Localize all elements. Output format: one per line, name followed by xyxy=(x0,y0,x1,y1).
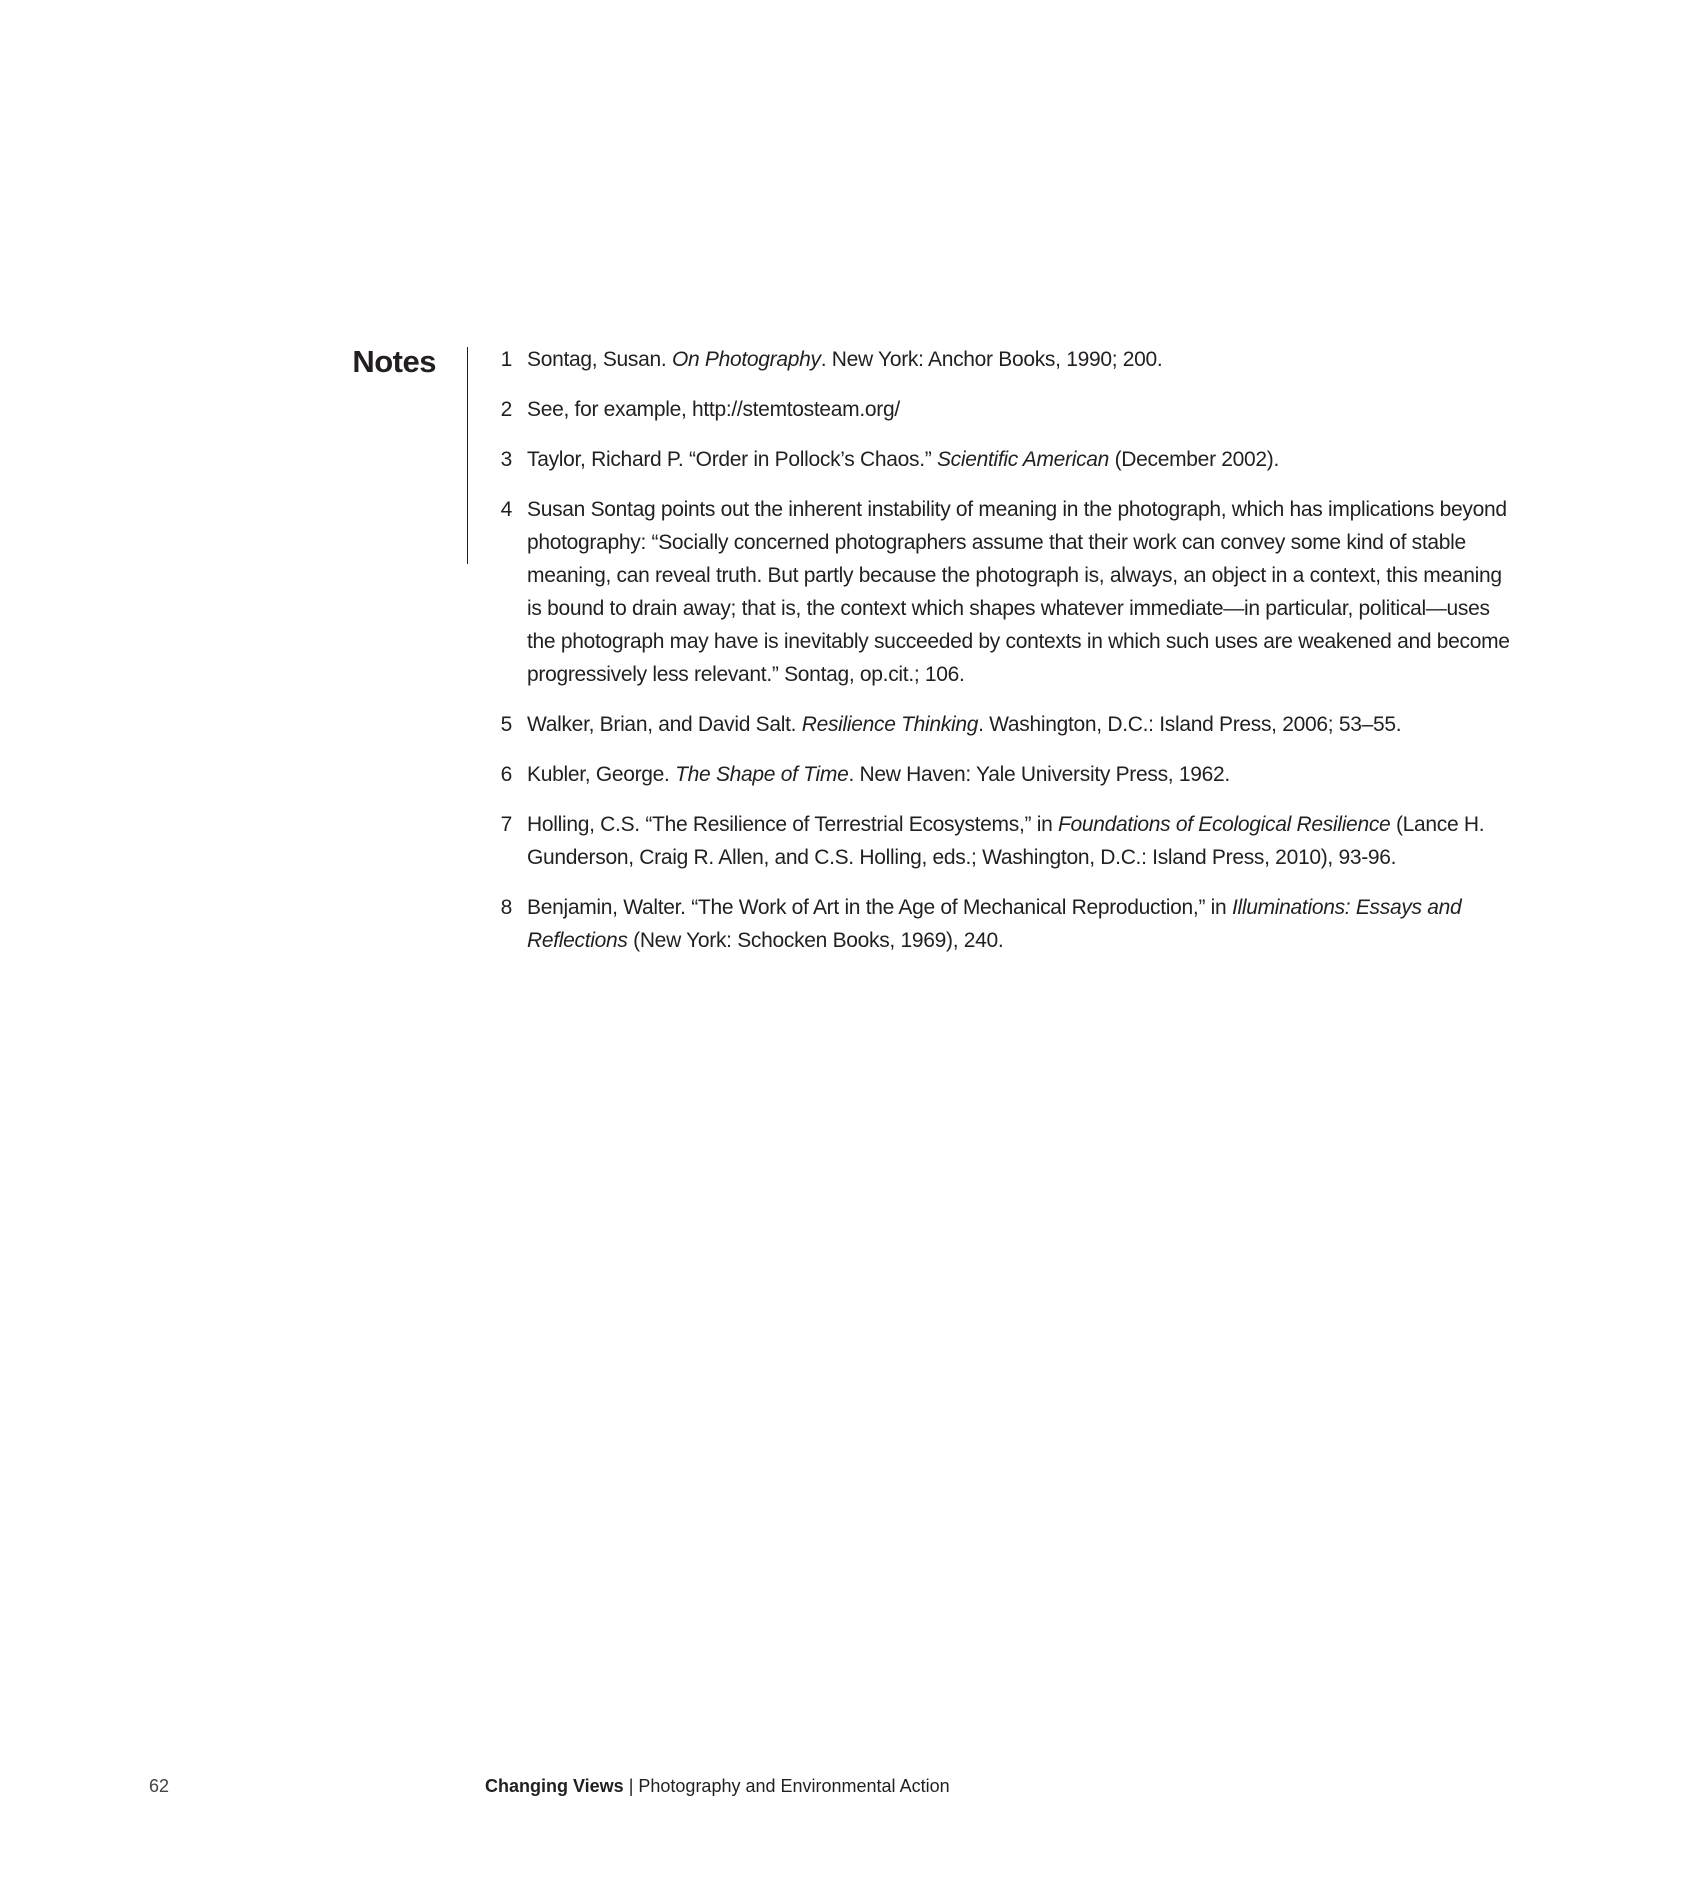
note-6 xyxy=(488,758,1518,791)
vertical-rule xyxy=(467,347,468,564)
note-text: Holling, C.S. “The Resilience of Terrestrial Ecosystems,” in Foundations of Ecological Resilience (Lance H. Gunderson, Craig R. Allen, and C.S. Holling, eds.; Washington, D.C.: Island Press, 2010), 93-96. xyxy=(527,813,1485,869)
note-number: 8 xyxy=(500,896,512,919)
footer-separator: | xyxy=(623,1776,639,1796)
note-text: Sontag, Susan. On Photography. New York: Anchor Books, 1990; 200. xyxy=(527,348,1163,371)
notes-list xyxy=(488,343,1518,974)
notes-heading: Notes xyxy=(352,344,436,379)
note-3 xyxy=(488,443,1518,476)
running-footer xyxy=(485,1774,950,1798)
note-text: Kubler, George. The Shape of Time. New Haven: Yale University Press, 1962. xyxy=(527,763,1230,786)
footer-title: Changing Views xyxy=(485,1776,624,1796)
footer-subtitle: Photography and Environmental Action xyxy=(638,1776,950,1796)
note-text: Benjamin, Walter. “The Work of Art in the Age of Mechanical Reproduction,” in Illuminations: Essays and Reflections (New York: Schocken Books, 1969), 240. xyxy=(527,896,1462,952)
note-5 xyxy=(488,708,1518,741)
note-number: 4 xyxy=(500,498,512,521)
note-text: Susan Sontag points out the inherent instability of meaning in the photograph, which has implications beyond photography: “Socially concerned photographers assume that their work can convey some kind of stable meaning, can reveal truth. But partly because the photograph is, always, an object in a context, this meaning is bound to drain away; that is, the context which shapes whatever immediate—in particular, political—uses the photograph may have is inevitably succeeded by contexts in which such uses are weakened and become progressively less relevant.” Sontag, op.cit.; 106. xyxy=(527,498,1510,686)
note-7 xyxy=(488,808,1518,874)
note-number: 1 xyxy=(500,348,512,371)
note-4 xyxy=(488,493,1518,691)
note-number: 6 xyxy=(500,763,512,786)
note-number: 3 xyxy=(500,448,512,471)
note-text: Walker, Brian, and David Salt. Resilience Thinking. Washington, D.C.: Island Press, 2006; 53–55. xyxy=(527,713,1402,736)
note-number: 7 xyxy=(500,813,512,836)
note-number: 5 xyxy=(500,713,512,736)
note-text: See, for example, http://stemtosteam.org/ xyxy=(527,398,900,421)
note-8 xyxy=(488,891,1518,957)
note-text: Taylor, Richard P. “Order in Pollock’s Chaos.” Scientific American (December 2002). xyxy=(527,448,1280,471)
page-number: 62 xyxy=(149,1776,170,1796)
note-number: 2 xyxy=(500,398,512,421)
note-1 xyxy=(488,343,1518,376)
note-2 xyxy=(488,393,1518,426)
